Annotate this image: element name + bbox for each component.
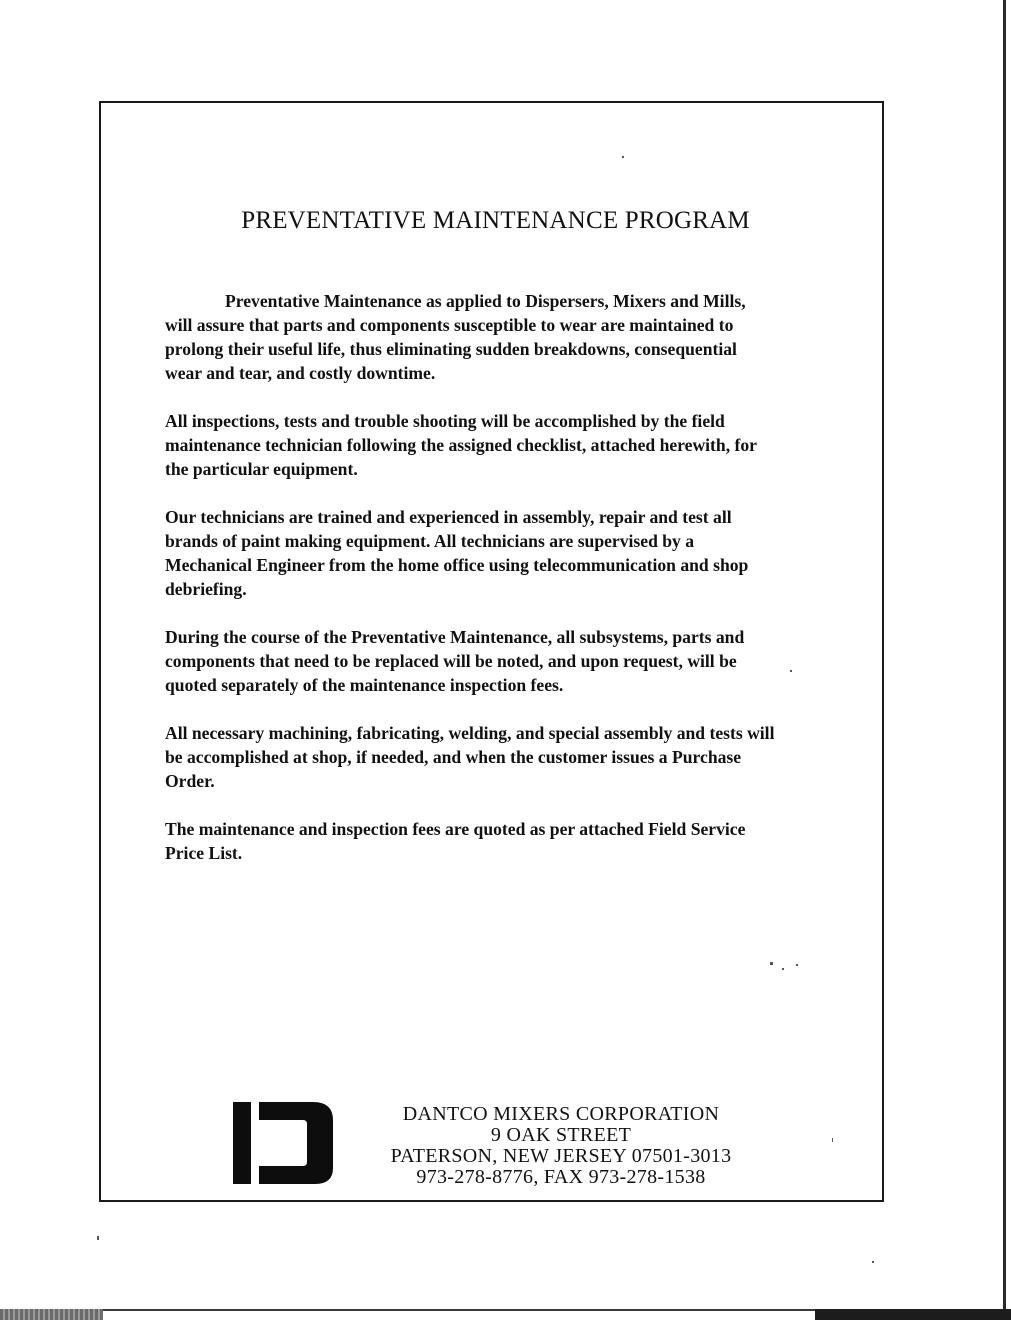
company-phone-fax: 973-278-8776, FAX 973-278-1538 — [416, 1166, 706, 1188]
company-city: PATERSON, NEW JERSEY 07501-3013 — [390, 1145, 732, 1167]
scan-speck — [770, 962, 773, 965]
scan-edge-right — [1003, 0, 1006, 1320]
scan-speck — [97, 1236, 99, 1240]
paragraph-purpose: Preventative Maintenance as applied to Dispersers, Mixers and Mills, will assure that parts and components susceptible to wear are maintained to prolong their useful life, thus eliminating sudden breakdowns, consequential wear and tear, and costly downtime. — [165, 291, 746, 383]
scan-speck — [782, 968, 784, 970]
company-street: 9 OAK STREET — [490, 1124, 632, 1146]
scan-edge-bottom-right — [815, 1309, 1011, 1320]
scan-speck — [622, 156, 624, 158]
page-frame — [99, 101, 884, 1202]
scan-speck — [790, 670, 792, 672]
dantco-d-logo-icon — [233, 1102, 333, 1184]
paragraph-replacement-parts: During the course of the Preventative Maintenance, all subsystems, parts and components that need to be replaced will be noted, and upon request, will be quoted separately of the maintenance inspection fees. — [165, 627, 745, 695]
company-address-block — [351, 1104, 771, 1188]
scan-edge-bottom-left — [0, 1309, 103, 1320]
scan-speck — [832, 1138, 833, 1142]
paragraph-fees: The maintenance and inspection fees are quoted as per attached Field Service Price List. — [165, 819, 746, 863]
paragraph-inspections: All inspections, tests and trouble shooting will be accomplished by the field maintenance technician following the assigned checklist, attached herewith, for the particular equipment. — [165, 411, 757, 479]
scan-speck — [796, 964, 798, 966]
document-body — [165, 289, 777, 889]
paragraph-shop-work: All necessary machining, fabricating, welding, and special assembly and tests will be accomplished at shop, if needed, and when the customer issues a Purchase Order. — [165, 723, 775, 791]
company-name: DANTCO MIXERS CORPORATION — [402, 1103, 720, 1125]
scan-speck — [872, 1261, 874, 1263]
document-title: PREVENTATIVE MAINTENANCE PROGRAM — [241, 207, 750, 234]
paragraph-technicians: Our technicians are trained and experienced in assembly, repair and test all brands of paint making equipment. All technicians are supervised by a Mechanical Engineer from the home office using telecommunication and shop debriefing. — [165, 507, 749, 599]
